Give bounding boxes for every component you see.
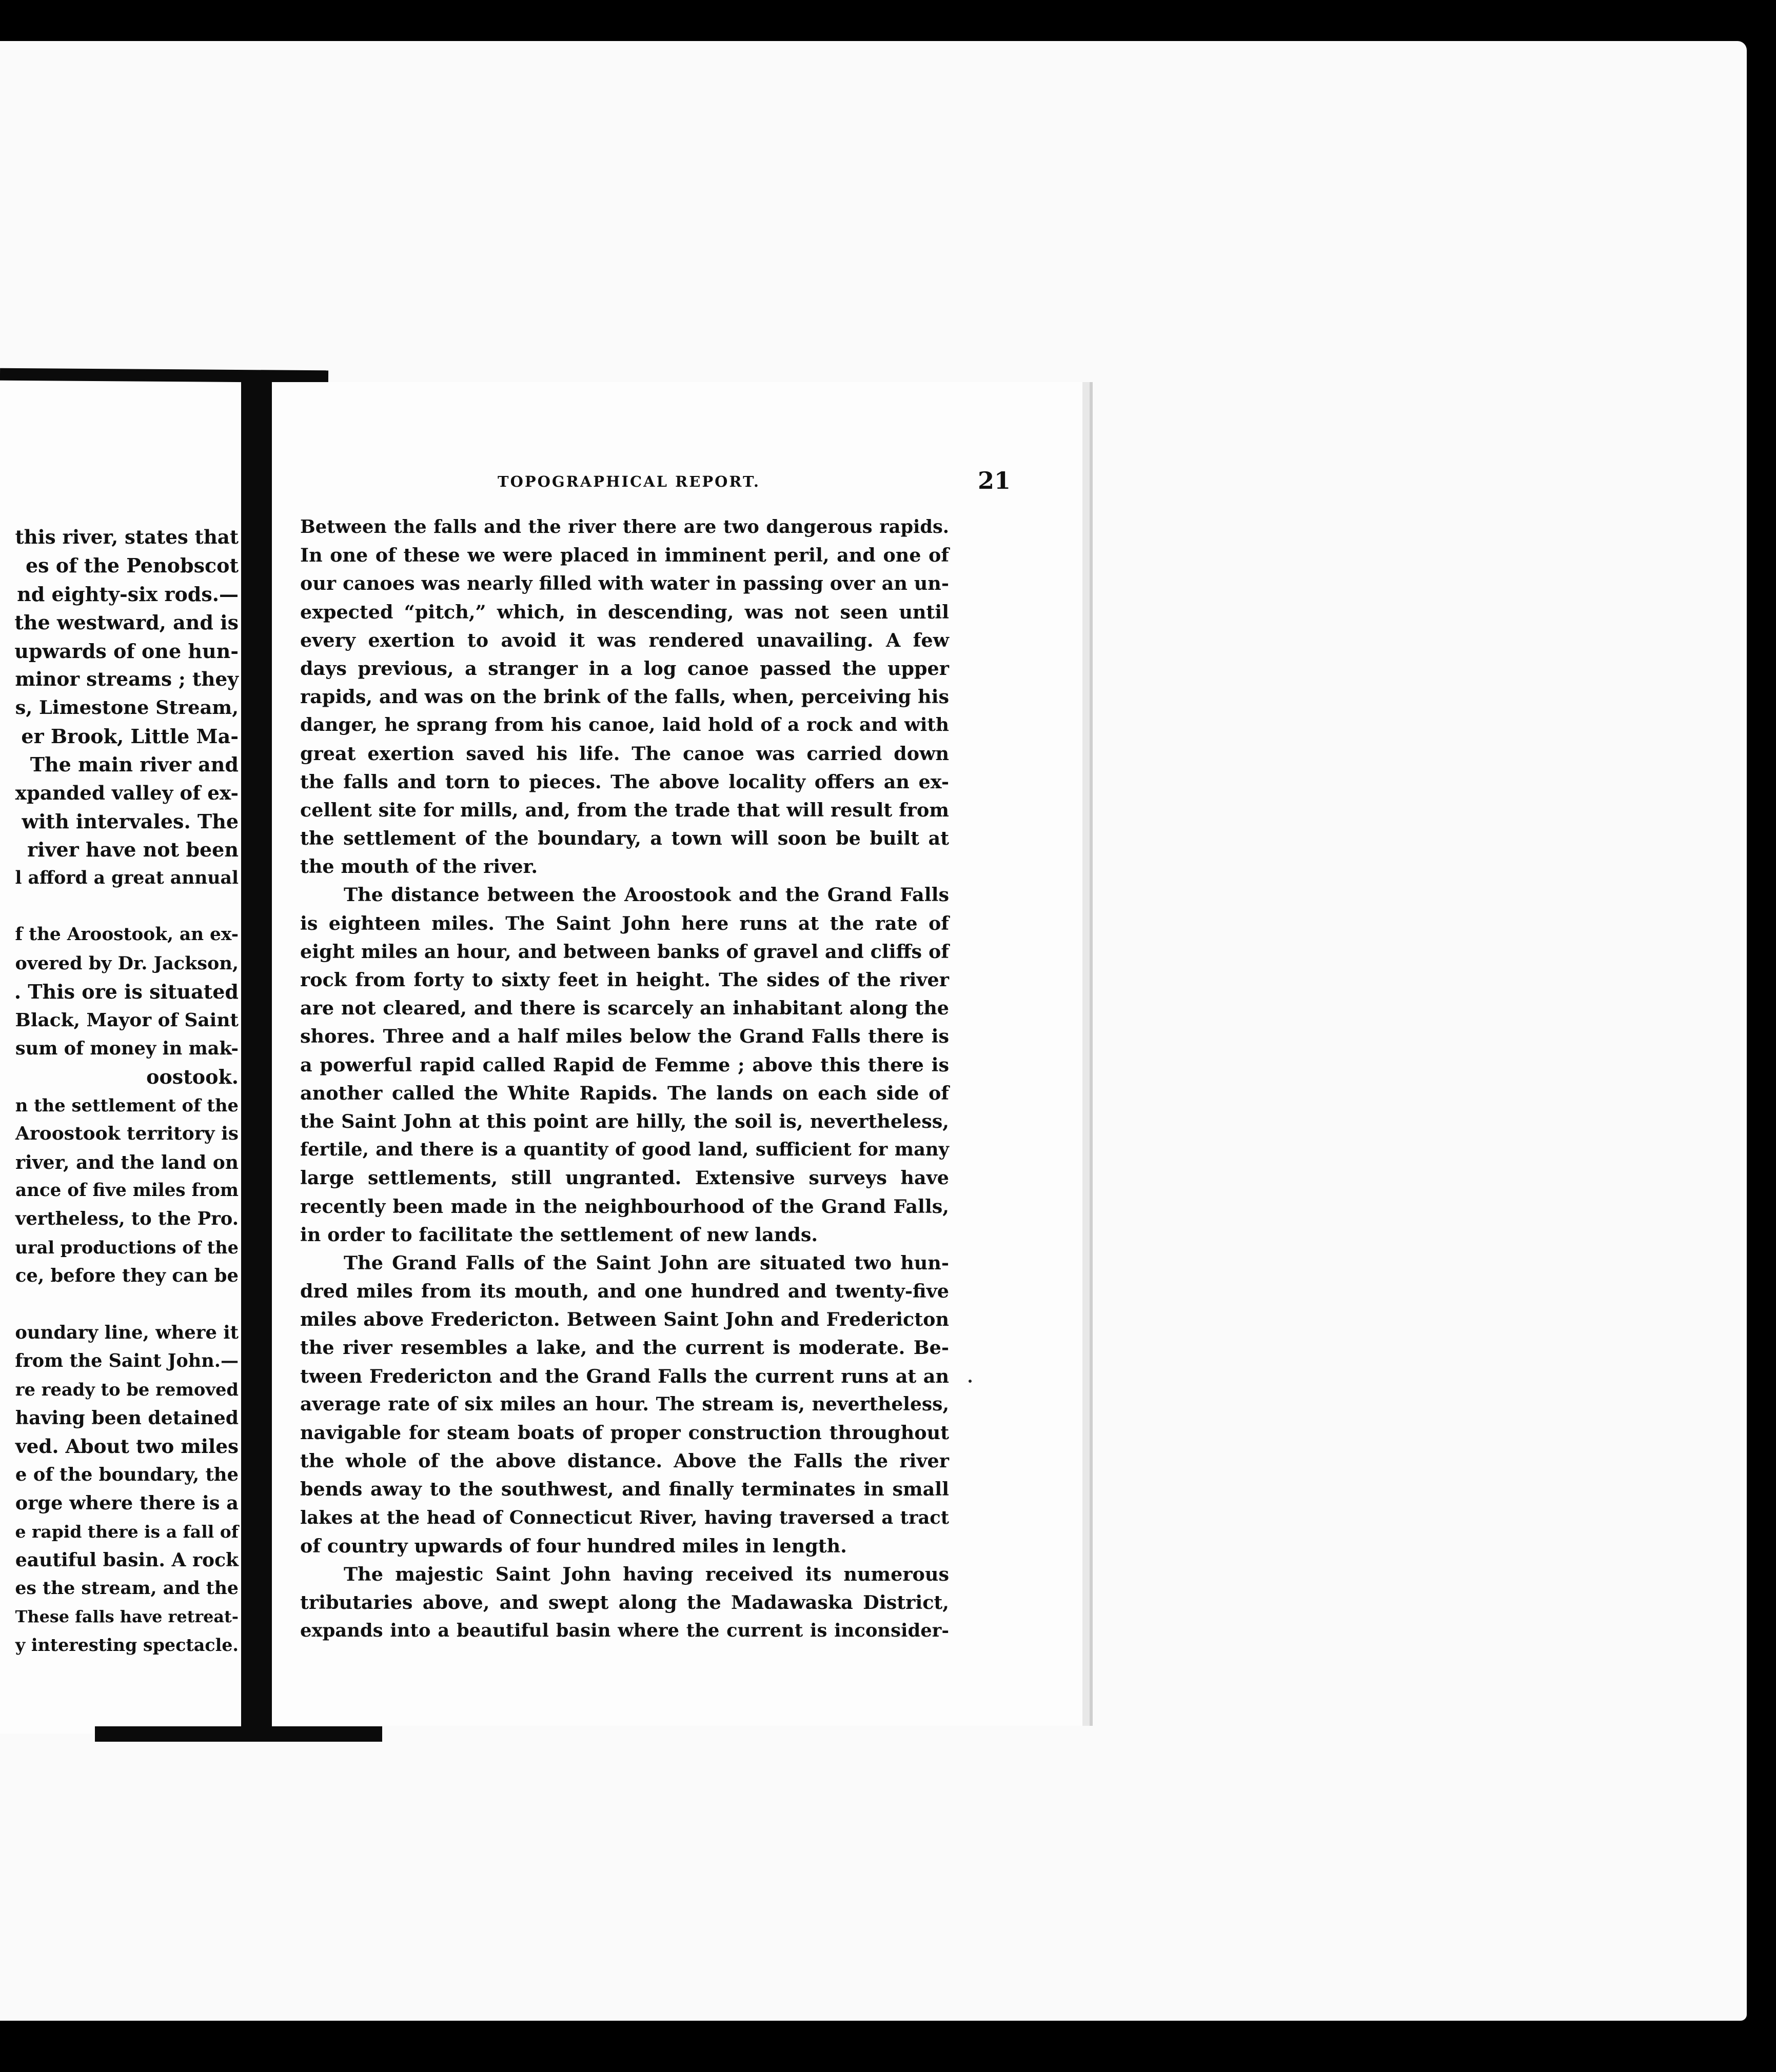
left-text-line: These falls have retreat-: [15, 1606, 239, 1626]
left-text-line: e rapid there is a fall of: [15, 1521, 239, 1542]
text-line: another called the White Rapids. The lands on each side of: [300, 1082, 949, 1104]
text-line: of country upwards of four hundred miles in length.: [300, 1535, 847, 1557]
text-line: recently been made in the neighbourhood of the Grand Falls,: [300, 1195, 949, 1218]
text-line: in order to facilitate the settlement of new lands.: [300, 1223, 818, 1246]
text-line: great exertion saved his life. The canoe was carried down: [300, 742, 949, 765]
left-text-line: from the Saint John.—: [15, 1350, 239, 1372]
text-line: The Grand Falls of the Saint John are situated two hun-: [344, 1251, 949, 1274]
text-line: the settlement of the boundary, a town will soon be built at: [300, 827, 949, 850]
left-text-line: nd eighty-six rods.—: [17, 582, 239, 606]
text-line: every exertion to avoid it was rendered unavailing. A few: [300, 629, 949, 651]
text-line: navigable for steam boats of proper construction throughout: [300, 1422, 949, 1444]
text-line: days previous, a stranger in a log canoe passed the upper: [300, 657, 949, 680]
text-line: the mouth of the river.: [300, 855, 538, 878]
running-title: TOPOGRAPHICAL REPORT.: [498, 473, 760, 490]
text-line: a powerful rapid called Rapid de Femme ; above this there is: [300, 1053, 949, 1076]
binding-bar-top: [0, 368, 328, 383]
text-line: danger, he sprang from his canoe, laid hold of a rock and with: [300, 714, 949, 736]
text-line: dred miles from its mouth, and one hundred and twenty-five: [300, 1280, 949, 1303]
text-line: cellent site for mills, and, from the trade that will result from: [300, 799, 949, 821]
text-line: the Saint John at this point are hilly, the soil is, nevertheless,: [300, 1110, 949, 1132]
left-text-line: oundary line, where it: [15, 1322, 239, 1343]
binding-bar-gutter: [241, 382, 272, 1731]
ink-speck: [969, 1380, 972, 1383]
text-line: the falls and torn to pieces. The above locality offers an ex-: [300, 770, 949, 793]
left-text-line: er Brook, Little Ma-: [21, 724, 239, 748]
text-line: lakes at the head of Connecticut River, having traversed a tract: [300, 1507, 949, 1528]
running-head: [498, 467, 1011, 503]
left-text-line: eautiful basin. A rock: [15, 1549, 239, 1571]
binding-bar-bottom: [95, 1726, 382, 1742]
text-line: expands into a beautiful basin where the current is inconsider-: [300, 1620, 949, 1642]
left-text-line: The main river and: [30, 753, 239, 776]
left-text-line: es the stream, and the: [15, 1578, 239, 1599]
left-page-fragment: [0, 374, 259, 1734]
text-line: expected “pitch,” which, in descending, was not seen until: [300, 601, 949, 623]
film-frame: [0, 41, 1747, 2021]
text-line: large settlements, still ungranted. Extensive surveys have: [300, 1167, 949, 1189]
text-line: The majestic Saint John having received its numerous: [344, 1563, 949, 1585]
left-text-line: es of the Penobscot: [25, 554, 239, 577]
text-line: the river resembles a lake, and the current is moderate. Be-: [300, 1337, 949, 1359]
left-page-text: [13, 523, 239, 1660]
text-line: fertile, and there is a quantity of good land, sufficient for many: [300, 1139, 949, 1161]
left-text-line: oostook.: [146, 1065, 239, 1089]
text-line: shores. Three and a half miles below the Grand Falls there is: [300, 1025, 949, 1048]
left-text-line: l afford a great annual: [15, 867, 239, 888]
left-text-line: e of the boundary, the: [15, 1464, 239, 1485]
body-text: [300, 513, 949, 1645]
left-text-line: s, Limestone Stream,: [15, 696, 239, 719]
left-text-line: overed by Dr. Jackson,: [15, 952, 239, 974]
text-line: the whole of the above distance. Above the Falls the river: [300, 1450, 949, 1472]
left-text-line: y interesting spectacle.: [15, 1635, 239, 1656]
text-line: are not cleared, and there is scarcely an inhabitant along the: [300, 997, 949, 1020]
left-text-line: vertheless, to the Pro.: [15, 1208, 239, 1230]
left-text-line: f the Aroostook, an ex-: [15, 924, 239, 945]
left-text-line: [13, 892, 239, 921]
text-line: tween Fredericton and the Grand Falls the current runs at an: [300, 1365, 949, 1387]
text-line: our canoes was nearly filled with water in passing over an un-: [300, 572, 949, 595]
text-line: The distance between the Aroostook and the Grand Falls: [344, 884, 949, 906]
right-page: [272, 382, 1082, 1726]
left-text-line: Aroostook territory is: [15, 1123, 239, 1145]
left-text-line: the westward, and is: [14, 611, 239, 634]
left-text-line: n the settlement of the: [15, 1094, 239, 1115]
text-line: bends away to the southwest, and finally terminates in small: [300, 1478, 949, 1501]
text-line: rapids, and was on the brink of the falls, when, perceiving his: [300, 686, 949, 708]
left-text-line: sum of money in mak-: [15, 1038, 239, 1060]
left-text-line: river have not been: [27, 838, 239, 862]
page-number: 21: [977, 467, 1011, 494]
left-text-line: xpanded valley of ex-: [15, 781, 239, 804]
text-line: tributaries above, and swept along the Madawaska District,: [300, 1591, 949, 1614]
text-line: Between the falls and the river there are two dangerous rapids.: [300, 516, 949, 537]
left-text-line: having been detained: [15, 1407, 239, 1429]
text-line: eight miles an hour, and between banks of gravel and cliffs of: [300, 940, 949, 963]
text-line: rock from forty to sixty feet in height. The sides of the river: [300, 969, 949, 991]
text-line: In one of these we were placed in imminent peril, and one of: [300, 544, 949, 567]
left-text-line: Black, Mayor of Saint: [15, 1009, 239, 1031]
left-text-line: ved. About two miles: [15, 1435, 239, 1458]
left-text-line: orge where there is a: [15, 1492, 239, 1515]
left-text-line: river, and the land on: [15, 1151, 239, 1173]
left-text-line: ce, before they can be: [15, 1265, 239, 1287]
left-text-line: ance of five miles from: [15, 1180, 239, 1201]
left-text-line: [13, 1290, 239, 1319]
left-text-line: this river, states that: [15, 526, 239, 548]
text-line: is eighteen miles. The Saint John here runs at the rate of: [300, 912, 949, 934]
left-text-line: minor streams ; they: [15, 667, 239, 690]
left-text-line: ural productions of the: [15, 1237, 239, 1258]
left-text-line: re ready to be removed: [15, 1379, 239, 1400]
left-text-line: . This ore is situated: [14, 980, 239, 1004]
left-text-line: with intervales. The: [22, 809, 239, 833]
text-line: miles above Fredericton. Between Saint John and Fredericton: [300, 1308, 949, 1331]
text-line: average rate of six miles an hour. The stream is, nevertheless,: [300, 1393, 949, 1415]
left-text-line: upwards of one hun-: [14, 639, 239, 663]
